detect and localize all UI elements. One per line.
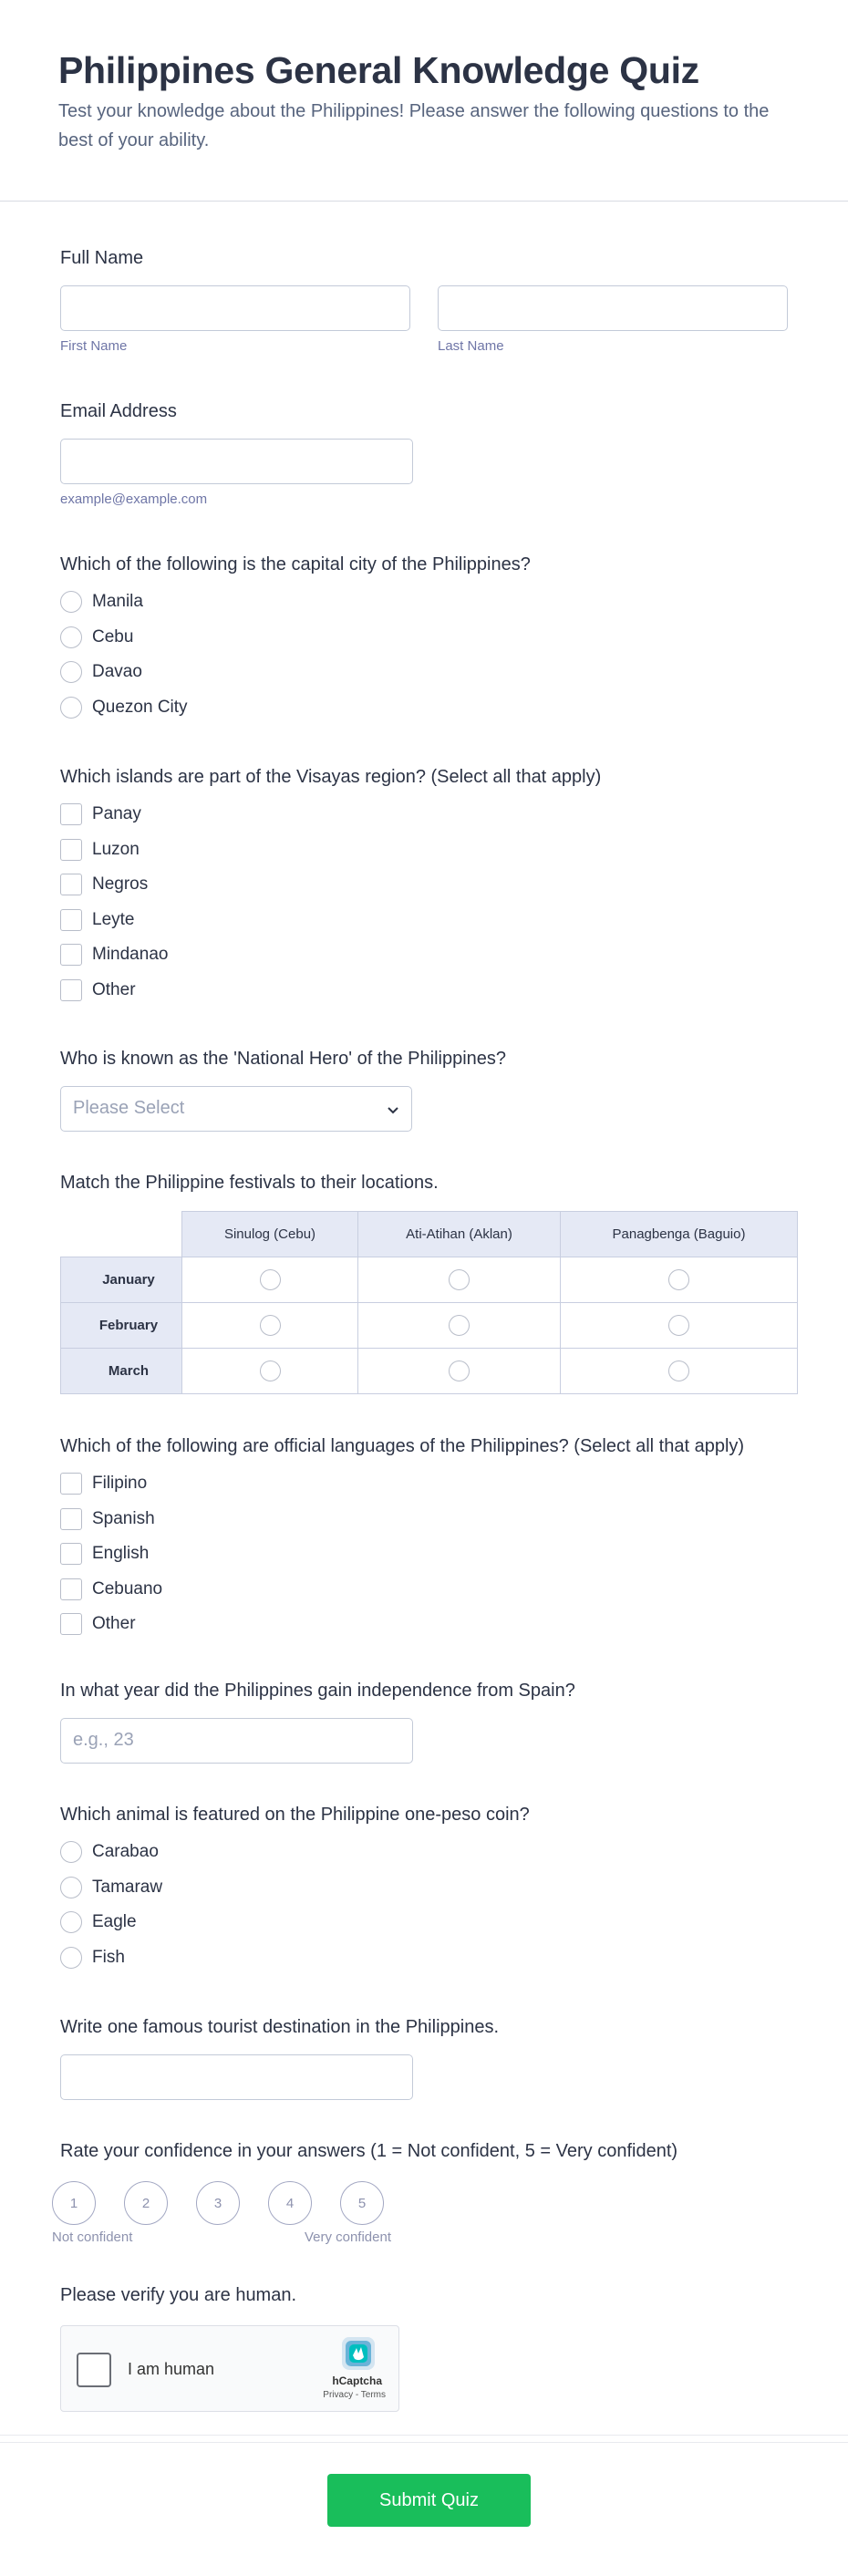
option-label: Luzon <box>92 839 140 859</box>
radio-button[interactable] <box>60 1877 82 1898</box>
option-label: Cebuano <box>92 1578 163 1598</box>
checkbox-option[interactable] <box>60 937 788 973</box>
matrix-radio[interactable] <box>668 1315 689 1336</box>
checkbox-option[interactable] <box>60 1607 788 1642</box>
radio-button[interactable] <box>60 591 82 613</box>
last-name-input[interactable] <box>438 285 788 331</box>
scale-high-label: Very confident <box>304 2229 391 2245</box>
visayas-question-label: Which islands are part of the Visayas region? (Select all that apply) <box>60 767 602 787</box>
captcha-checkbox[interactable] <box>77 2353 111 2387</box>
matrix-row <box>61 1303 798 1349</box>
checkbox-option[interactable] <box>60 903 788 938</box>
coin-question-label: Which animal is featured on the Philippine one-peso coin? <box>60 1805 530 1825</box>
option-label: Carabao <box>92 1842 159 1862</box>
scale-labels <box>52 2229 391 2245</box>
option-label: Leyte <box>92 909 135 929</box>
hero-question-label: Who is known as the 'National Hero' of the Philippines? <box>60 1049 507 1069</box>
email-input[interactable] <box>60 439 413 484</box>
checkbox-option[interactable] <box>60 1466 788 1502</box>
radio-option[interactable] <box>60 1870 788 1906</box>
radio-button[interactable] <box>60 1911 82 1933</box>
checkbox[interactable] <box>60 909 82 931</box>
matrix-row <box>61 1349 798 1394</box>
radio-option[interactable] <box>60 1835 788 1870</box>
matrix-row-header: January <box>61 1257 182 1303</box>
footer-divider <box>0 2442 848 2443</box>
matrix-row-header: February <box>61 1303 182 1349</box>
email-label: Email Address <box>60 401 177 421</box>
option-label: Cebu <box>92 626 134 647</box>
radio-button[interactable] <box>60 1841 82 1863</box>
first-name-sublabel: First Name <box>60 338 128 354</box>
form-title: Philippines General Knowledge Quiz <box>58 49 699 91</box>
full-name-field <box>0 246 848 354</box>
option-label: Mindanao <box>92 945 169 965</box>
hcaptcha-logo-icon <box>340 2335 377 2372</box>
tourist-question <box>0 2015 848 2100</box>
option-label: Other <box>92 1614 136 1634</box>
coin-question <box>0 1803 848 1975</box>
checkbox[interactable] <box>60 1508 82 1530</box>
option-label: Fish <box>92 1947 125 1967</box>
matrix-column-header: Panagbenga (Baguio) <box>561 1212 798 1257</box>
checkbox-option[interactable] <box>60 1572 788 1608</box>
option-label: Tamaraw <box>92 1877 163 1897</box>
confidence-scale <box>52 2181 788 2225</box>
radio-button[interactable] <box>60 626 82 648</box>
visayas-question <box>0 765 848 1008</box>
matrix-column-header: Sinulog (Cebu) <box>182 1212 358 1257</box>
hero-question <box>0 1047 848 1132</box>
radio-option[interactable] <box>60 585 788 620</box>
radio-option[interactable] <box>60 1905 788 1940</box>
form-header <box>0 0 848 202</box>
scale-option[interactable]: 5 <box>340 2181 384 2225</box>
option-label: Quezon City <box>92 697 188 717</box>
languages-question <box>0 1434 848 1642</box>
hero-select-placeholder: Please Select <box>73 1098 185 1118</box>
scale-option[interactable]: 2 <box>124 2181 168 2225</box>
radio-option[interactable] <box>60 690 788 726</box>
matrix-radio[interactable] <box>260 1269 281 1290</box>
matrix-corner <box>61 1212 182 1257</box>
option-label: Davao <box>92 662 142 682</box>
checkbox-option[interactable] <box>60 867 788 903</box>
scale-option[interactable]: 1 <box>52 2181 96 2225</box>
tourist-input[interactable] <box>60 2054 413 2100</box>
matrix-column-header: Ati-Atihan (Aklan) <box>358 1212 561 1257</box>
option-label: Manila <box>92 592 143 612</box>
radio-button[interactable] <box>60 661 82 683</box>
confidence-question <box>0 2139 848 2245</box>
matrix-radio[interactable] <box>449 1315 470 1336</box>
scale-option[interactable]: 3 <box>196 2181 240 2225</box>
checkbox[interactable] <box>60 944 82 966</box>
matrix-radio[interactable] <box>449 1360 470 1381</box>
scale-option[interactable]: 4 <box>268 2181 312 2225</box>
submit-button[interactable]: Submit Quiz <box>327 2474 531 2527</box>
scale-low-label: Not confident <box>52 2229 133 2245</box>
festival-question <box>0 1171 848 1394</box>
option-label: English <box>92 1544 150 1564</box>
year-input[interactable] <box>60 1718 413 1764</box>
checkbox-option[interactable] <box>60 833 788 868</box>
radio-option[interactable] <box>60 655 788 690</box>
festival-question-label: Match the Philippine festivals to their locations. <box>60 1173 439 1193</box>
option-label: Panay <box>92 804 141 824</box>
matrix-radio[interactable] <box>449 1269 470 1290</box>
captcha-label: Please verify you are human. <box>60 2285 297 2305</box>
matrix-row <box>61 1257 798 1303</box>
matrix-radio[interactable] <box>260 1315 281 1336</box>
option-label: Eagle <box>92 1912 137 1932</box>
form-description: Test your knowledge about the Philippines! Please answer the following questions to the best of your ability. <box>58 101 770 150</box>
checkbox-option[interactable] <box>60 1536 788 1572</box>
checkbox-option[interactable] <box>60 797 788 833</box>
chevron-down-icon <box>386 1102 400 1117</box>
capital-question-label: Which of the following is the capital city of the Philippines? <box>60 554 531 574</box>
first-name-input[interactable] <box>60 285 410 331</box>
radio-button[interactable] <box>60 1947 82 1969</box>
checkbox-option[interactable] <box>60 1502 788 1537</box>
email-field <box>0 399 848 507</box>
checkbox[interactable] <box>60 839 82 861</box>
year-question-label: In what year did the Philippines gain independence from Spain? <box>60 1681 575 1701</box>
confidence-question-label: Rate your confidence in your answers (1 = Not confident, 5 = Very confident) <box>60 2141 678 2161</box>
languages-question-label: Which of the following are official languages of the Philippines? (Select all that apply) <box>60 1436 745 1456</box>
festival-matrix <box>60 1211 798 1394</box>
matrix-radio[interactable] <box>668 1269 689 1290</box>
option-label: Spanish <box>92 1508 155 1528</box>
option-label: Other <box>92 979 136 999</box>
capital-question <box>0 553 848 725</box>
option-label: Filipino <box>92 1474 148 1494</box>
captcha-field <box>0 2283 848 2412</box>
captcha-links[interactable]: Privacy - Terms <box>323 2390 386 2400</box>
year-input-placeholder: e.g., 23 <box>73 1730 134 1750</box>
matrix-row-header: March <box>61 1349 182 1394</box>
checkbox[interactable] <box>60 979 82 1001</box>
checkbox[interactable] <box>60 1473 82 1495</box>
checkbox[interactable] <box>60 874 82 895</box>
checkbox[interactable] <box>60 1578 82 1600</box>
captcha-brand: hCaptcha <box>332 2374 382 2387</box>
last-name-sublabel: Last Name <box>438 338 504 354</box>
checkbox[interactable] <box>60 803 82 825</box>
checkbox[interactable] <box>60 1543 82 1565</box>
hcaptcha-widget <box>60 2325 399 2412</box>
checkbox[interactable] <box>60 1613 82 1635</box>
option-label: Negros <box>92 874 149 895</box>
radio-button[interactable] <box>60 697 82 719</box>
checkbox-option[interactable] <box>60 973 788 1009</box>
year-question <box>0 1679 848 1764</box>
email-sublabel: example@example.com <box>60 491 208 507</box>
radio-option[interactable] <box>60 1940 788 1976</box>
matrix-radio[interactable] <box>260 1360 281 1381</box>
captcha-checkbox-text: I am human <box>128 2360 215 2378</box>
tourist-question-label: Write one famous tourist destination in the Philippines. <box>60 2017 500 2037</box>
full-name-label: Full Name <box>60 248 144 268</box>
hero-select[interactable] <box>60 1086 412 1132</box>
radio-option[interactable] <box>60 620 788 656</box>
matrix-radio[interactable] <box>668 1360 689 1381</box>
footer-divider <box>0 2435 848 2436</box>
